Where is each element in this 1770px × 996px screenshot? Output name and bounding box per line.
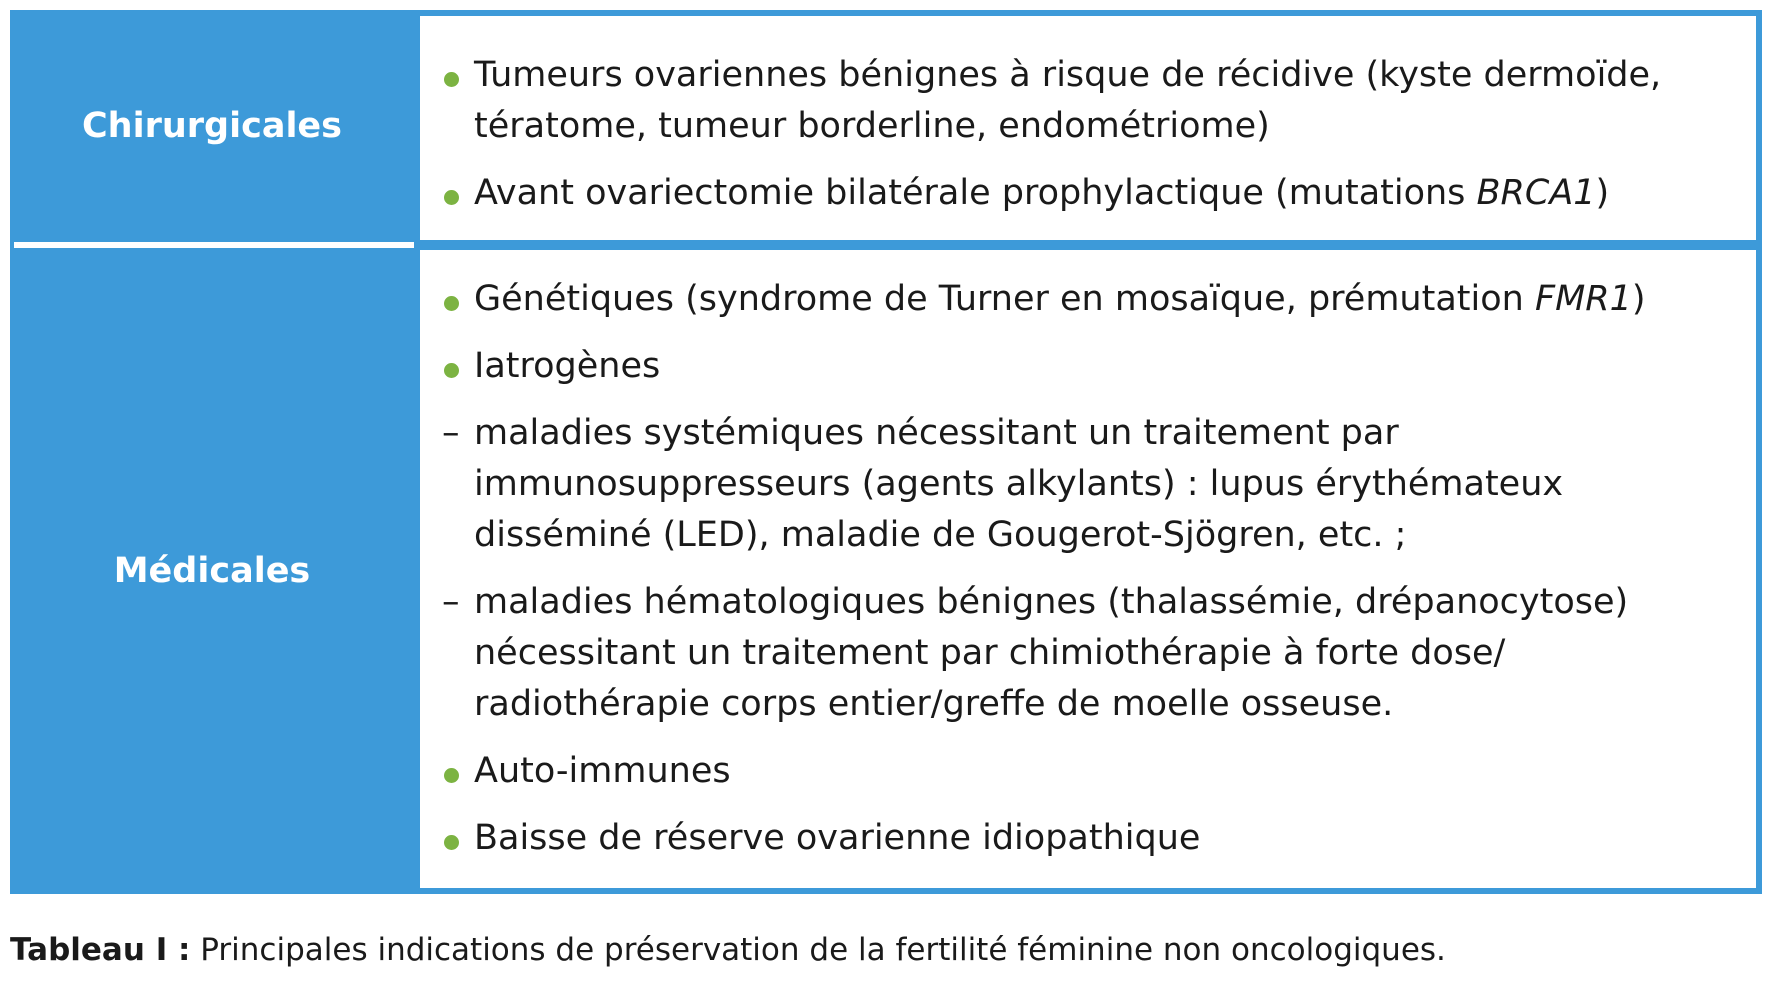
- dash-marker: [442, 577, 474, 628]
- green-bullet-icon: [442, 274, 474, 325]
- text-segment: Auto-immunes: [474, 751, 731, 791]
- category-cell-medicales: [10, 248, 414, 894]
- green-bullet-icon: [442, 341, 474, 392]
- text-segment: maladies systémiques nécessitant un traitement par immunosuppresseurs (agents alkylants) : lupus érythémateux disséminé (LED), maladie de Gougerot-Sjögren, etc. ;: [474, 413, 1564, 555]
- list-item: [442, 408, 1736, 561]
- text-segment: ): [1631, 279, 1646, 319]
- list-item: [442, 168, 1736, 219]
- indications-table: [10, 10, 1762, 894]
- text-segment: Génétiques (syndrome de Turner en mosaïque, prémutation: [474, 279, 1535, 319]
- content-cell-chirurgicales: [420, 16, 1756, 240]
- list-item-text: [474, 173, 1609, 213]
- category-cell-chirurgicales: [10, 10, 414, 242]
- category-label: Chirurgicales: [81, 106, 343, 146]
- table-caption: [10, 930, 1446, 970]
- list-item-text: [474, 751, 731, 791]
- list-item-text: [474, 279, 1646, 319]
- list-item: [442, 274, 1736, 325]
- gene-name: FMR1: [1534, 279, 1632, 319]
- list-item: [442, 813, 1736, 864]
- green-bullet-icon: [442, 813, 474, 864]
- text-segment: Avant ovariectomie bilatérale prophylactique (mutations: [474, 173, 1477, 213]
- dash-marker: [442, 408, 474, 459]
- bullet-dot: [444, 835, 459, 850]
- green-bullet-icon: [442, 746, 474, 797]
- list-item-text: [474, 413, 1563, 555]
- list-item-text: [474, 55, 1661, 146]
- bullet-dot: [444, 190, 459, 205]
- green-bullet-icon: [442, 168, 474, 219]
- green-bullet-icon: [442, 50, 474, 101]
- list-item-text: [474, 582, 1628, 724]
- text-segment: Baisse de réserve ovarienne idiopathique: [474, 818, 1201, 858]
- caption-label: Tableau I :: [10, 932, 191, 968]
- dash-glyph: –: [442, 413, 460, 453]
- caption-text: Principales indications de préservation de la fertilité féminine non oncologiques.: [190, 932, 1446, 968]
- list-item: [442, 577, 1736, 730]
- gene-name: BRCA1: [1476, 173, 1596, 213]
- text-segment: Iatrogènes: [474, 346, 661, 386]
- bullet-dot: [444, 296, 459, 311]
- content-cell-medicales: [420, 250, 1756, 888]
- text-segment: Tumeurs ovariennes bénignes à risque de récidive (kyste dermoïde, tératome, tumeur borderline, endométriome): [474, 55, 1662, 146]
- text-segment: maladies hématologiques bénignes (thalassémie, drépanocytose) nécessitant un traitement par chimiothérapie à forte dose/ radiothérapie corps entier/greffe de moelle osseuse.: [474, 582, 1629, 724]
- bullet-dot: [444, 768, 459, 783]
- list-item: [442, 746, 1736, 797]
- bullet-dot: [444, 72, 459, 87]
- list-item-text: [474, 346, 660, 386]
- list-item-text: [474, 818, 1200, 858]
- dash-glyph: –: [442, 582, 460, 622]
- category-label: Médicales: [113, 551, 311, 591]
- list-item: [442, 341, 1736, 392]
- bullet-dot: [444, 363, 459, 378]
- list-item: [442, 50, 1736, 152]
- text-segment: ): [1595, 173, 1610, 213]
